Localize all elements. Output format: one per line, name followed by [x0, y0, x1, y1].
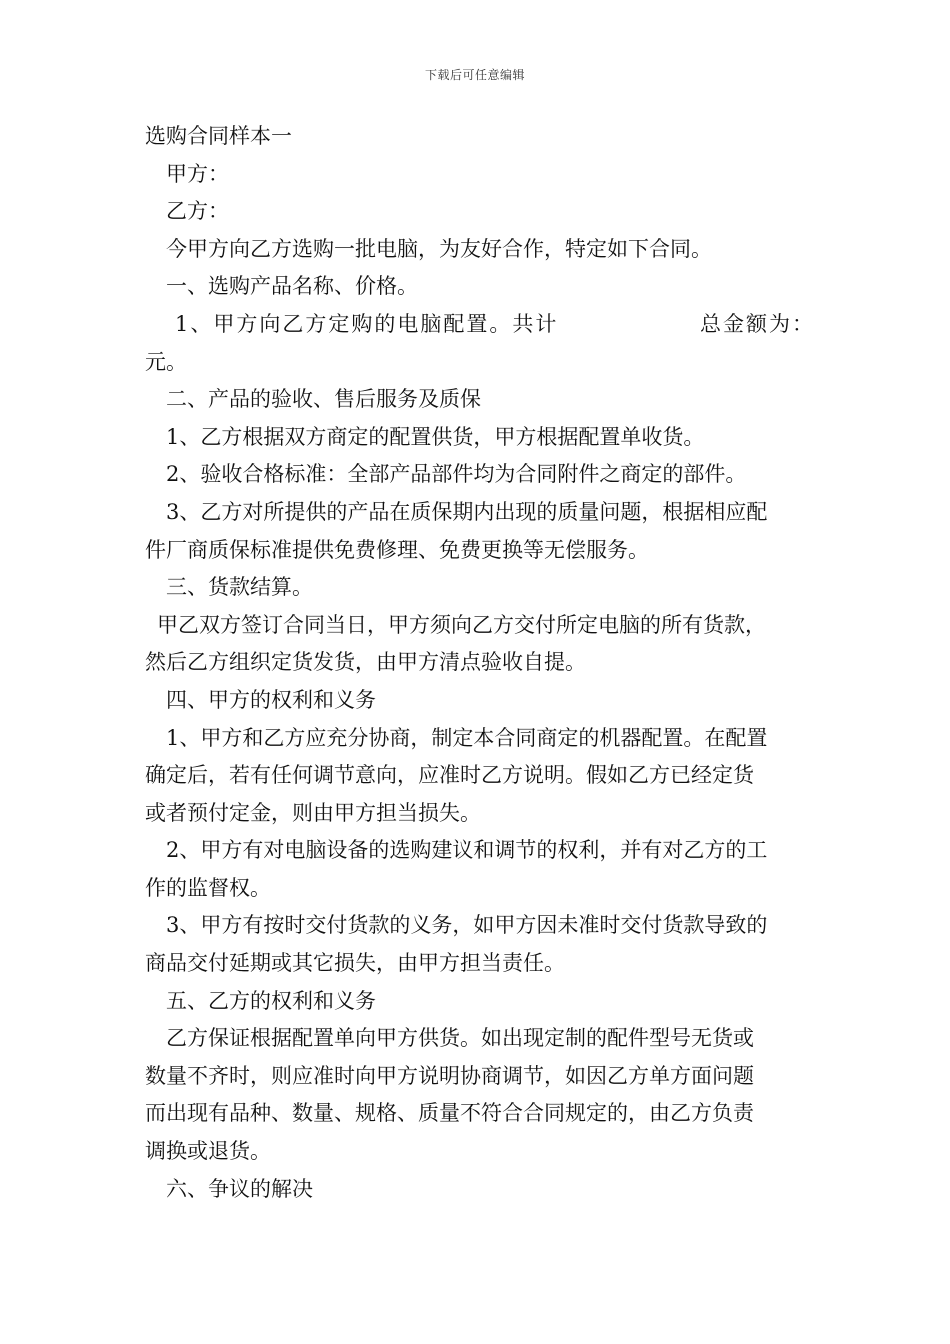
section-2-heading: 二、产品的验收、售后服务及质保	[166, 387, 481, 412]
party-a-line: 甲方：	[166, 161, 229, 186]
section-3-heading: 三、货款结算。	[166, 575, 313, 600]
item-1-right-text: 总金额为：	[700, 311, 815, 336]
item-1-blank	[558, 306, 700, 344]
section-2-item-3-line-2: 件厂商质保标准提供免费修理、免费更换等无偿服务。	[145, 537, 649, 562]
section-4-item-2-line-1: 2、甲方有对电脑设备的选购建议和调节的权利，并有对乙方的工	[166, 838, 768, 863]
party-b-line: 乙方：	[166, 199, 229, 224]
intro-paragraph: 今甲方向乙方选购一批电脑，为友好合作，特定如下合同。	[166, 236, 712, 261]
section-4-item-3-line-2: 商品交付延期或其它损失，由甲方担当责任。	[145, 951, 565, 976]
section-4-item-1-line-3: 或者预付定金，则由甲方担当损失。	[145, 800, 481, 825]
section-1-item-1-continued: 元。	[145, 349, 187, 374]
section-4-item-1-line-2: 确定后，若有任何调节意向，应准时乙方说明。假如乙方已经定货	[145, 763, 754, 788]
section-5-body-line-2: 数量不齐时，则应准时向甲方说明协商调节，如因乙方单方面问题	[145, 1063, 754, 1088]
contract-body	[145, 118, 815, 1208]
section-1-heading: 一、选购产品名称、价格。	[166, 274, 418, 299]
section-1-item-1	[145, 306, 815, 344]
item-1-left-text: 1、甲方向乙方定购的电脑配置。共计	[175, 311, 559, 336]
section-2-item-2: 2、验收合格标准：全部产品部件均为合同附件之商定的部件。	[166, 462, 747, 487]
header-note: 下载后可任意编辑	[424, 68, 525, 82]
section-4-heading: 四、甲方的权利和义务	[166, 687, 376, 712]
section-5-body-line-1: 乙方保证根据配置单向甲方供货。如出现定制的配件型号无货或	[166, 1026, 754, 1051]
section-4-item-3-line-1: 3、甲方有按时交付货款的义务，如甲方因未准时交付货款导致的	[166, 913, 768, 938]
section-5-body-line-4: 调换或退货。	[145, 1139, 271, 1164]
section-6-heading: 六、争议的解决	[166, 1176, 313, 1201]
section-3-body-line-2: 然后乙方组织定货发货，由甲方清点验收自提。	[145, 650, 586, 675]
section-4-item-1-line-1: 1、甲方和乙方应充分协商，制定本合同商定的机器配置。在配置	[166, 725, 768, 750]
document-title: 选购合同样本一	[145, 124, 292, 148]
section-5-heading: 五、乙方的权利和义务	[166, 988, 376, 1013]
section-4-item-2-line-2: 作的监督权。	[145, 875, 271, 900]
section-2-item-1: 1、乙方根据双方商定的配置供货，甲方根据配置单收货。	[166, 424, 705, 449]
section-5-body-line-3: 而出现有品种、数量、规格、质量不符合合同规定的，由乙方负责	[145, 1101, 754, 1126]
section-2-item-3-line-1: 3、乙方对所提供的产品在质保期内出现的质量问题，根据相应配	[166, 499, 768, 524]
section-3-body-line-1: 甲乙双方签订合同当日，甲方须向乙方交付所定电脑的所有货款，	[157, 612, 766, 637]
